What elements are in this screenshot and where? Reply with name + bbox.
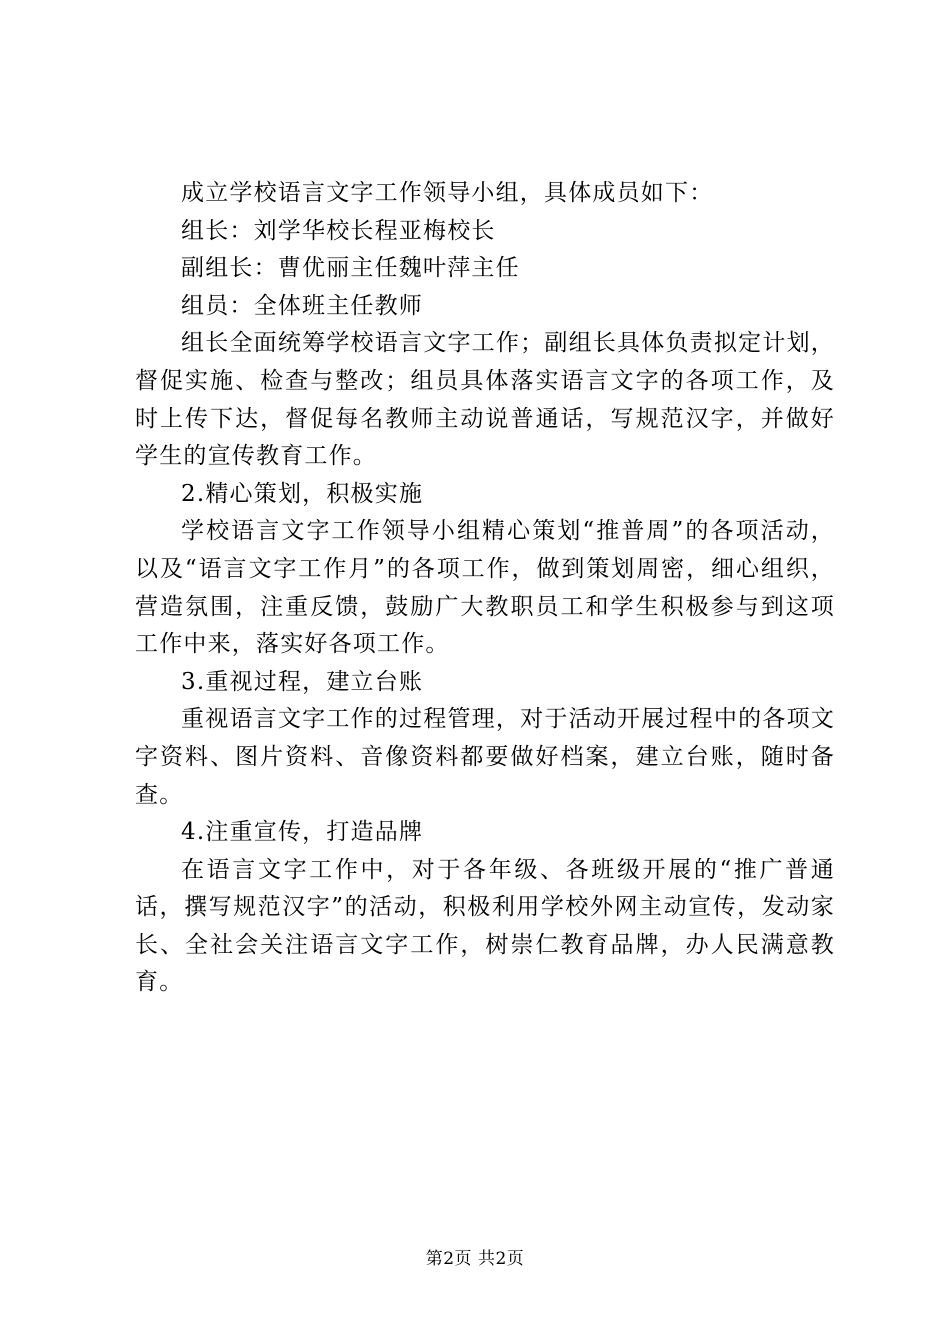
page-footer: 第2页 共2页 (425, 1249, 525, 1269)
section-heading-3: 3.重视过程，建立台账 (181, 668, 424, 695)
intro-paragraph: 成立学校语言文字工作领导小组，具体成员如下： (181, 180, 714, 206)
section-heading-2: 2.精心策划，积极实施 (181, 480, 424, 507)
section-paragraph-4: 在语言文字工作中，对于各年级、各班级开展的“推广普通话，撰写规范汉字”的活动，积极利用学校外网主动宣传，发动家长、全社会关注语言文字工作，树崇仁教育品牌，办人民满意教育。 (135, 856, 835, 996)
section-paragraph-3: 重视语言文字工作的过程管理，对于活动开展过程中的各项文字资料、图片资料、音像资料都要做好档案，建立台账，随时备查。 (135, 706, 835, 808)
section-heading-4: 4.注重宣传，打造品牌 (181, 819, 424, 846)
group-members-line: 组员：全体班主任教师 (181, 292, 423, 319)
deputy-leader-line: 副组长：曹优丽主任魏叶萍主任 (181, 255, 520, 282)
responsibilities-paragraph: 组长全面统筹学校语言文字工作；副组长具体负责拟定计划，督促实施、检查与整改；组员具体落实语言文字的各项工作，及时上传下达，督促每名教师主动说普通话，写规范汉字，并做好学生的宣传教育工作。 (135, 330, 835, 470)
group-leader-line: 组长：刘学华校长程亚梅校长 (181, 217, 496, 244)
document-body (135, 175, 835, 1002)
section-paragraph-2: 学校语言文字工作领导小组精心策划“推普周”的各项活动，以及“语言文字工作月”的各项工作，做到策划周密，细心组织，营造氛围，注重反馈，鼓励广大教职员工和学生积极参与到这项工作中来，落实好各项工作。 (135, 518, 835, 658)
